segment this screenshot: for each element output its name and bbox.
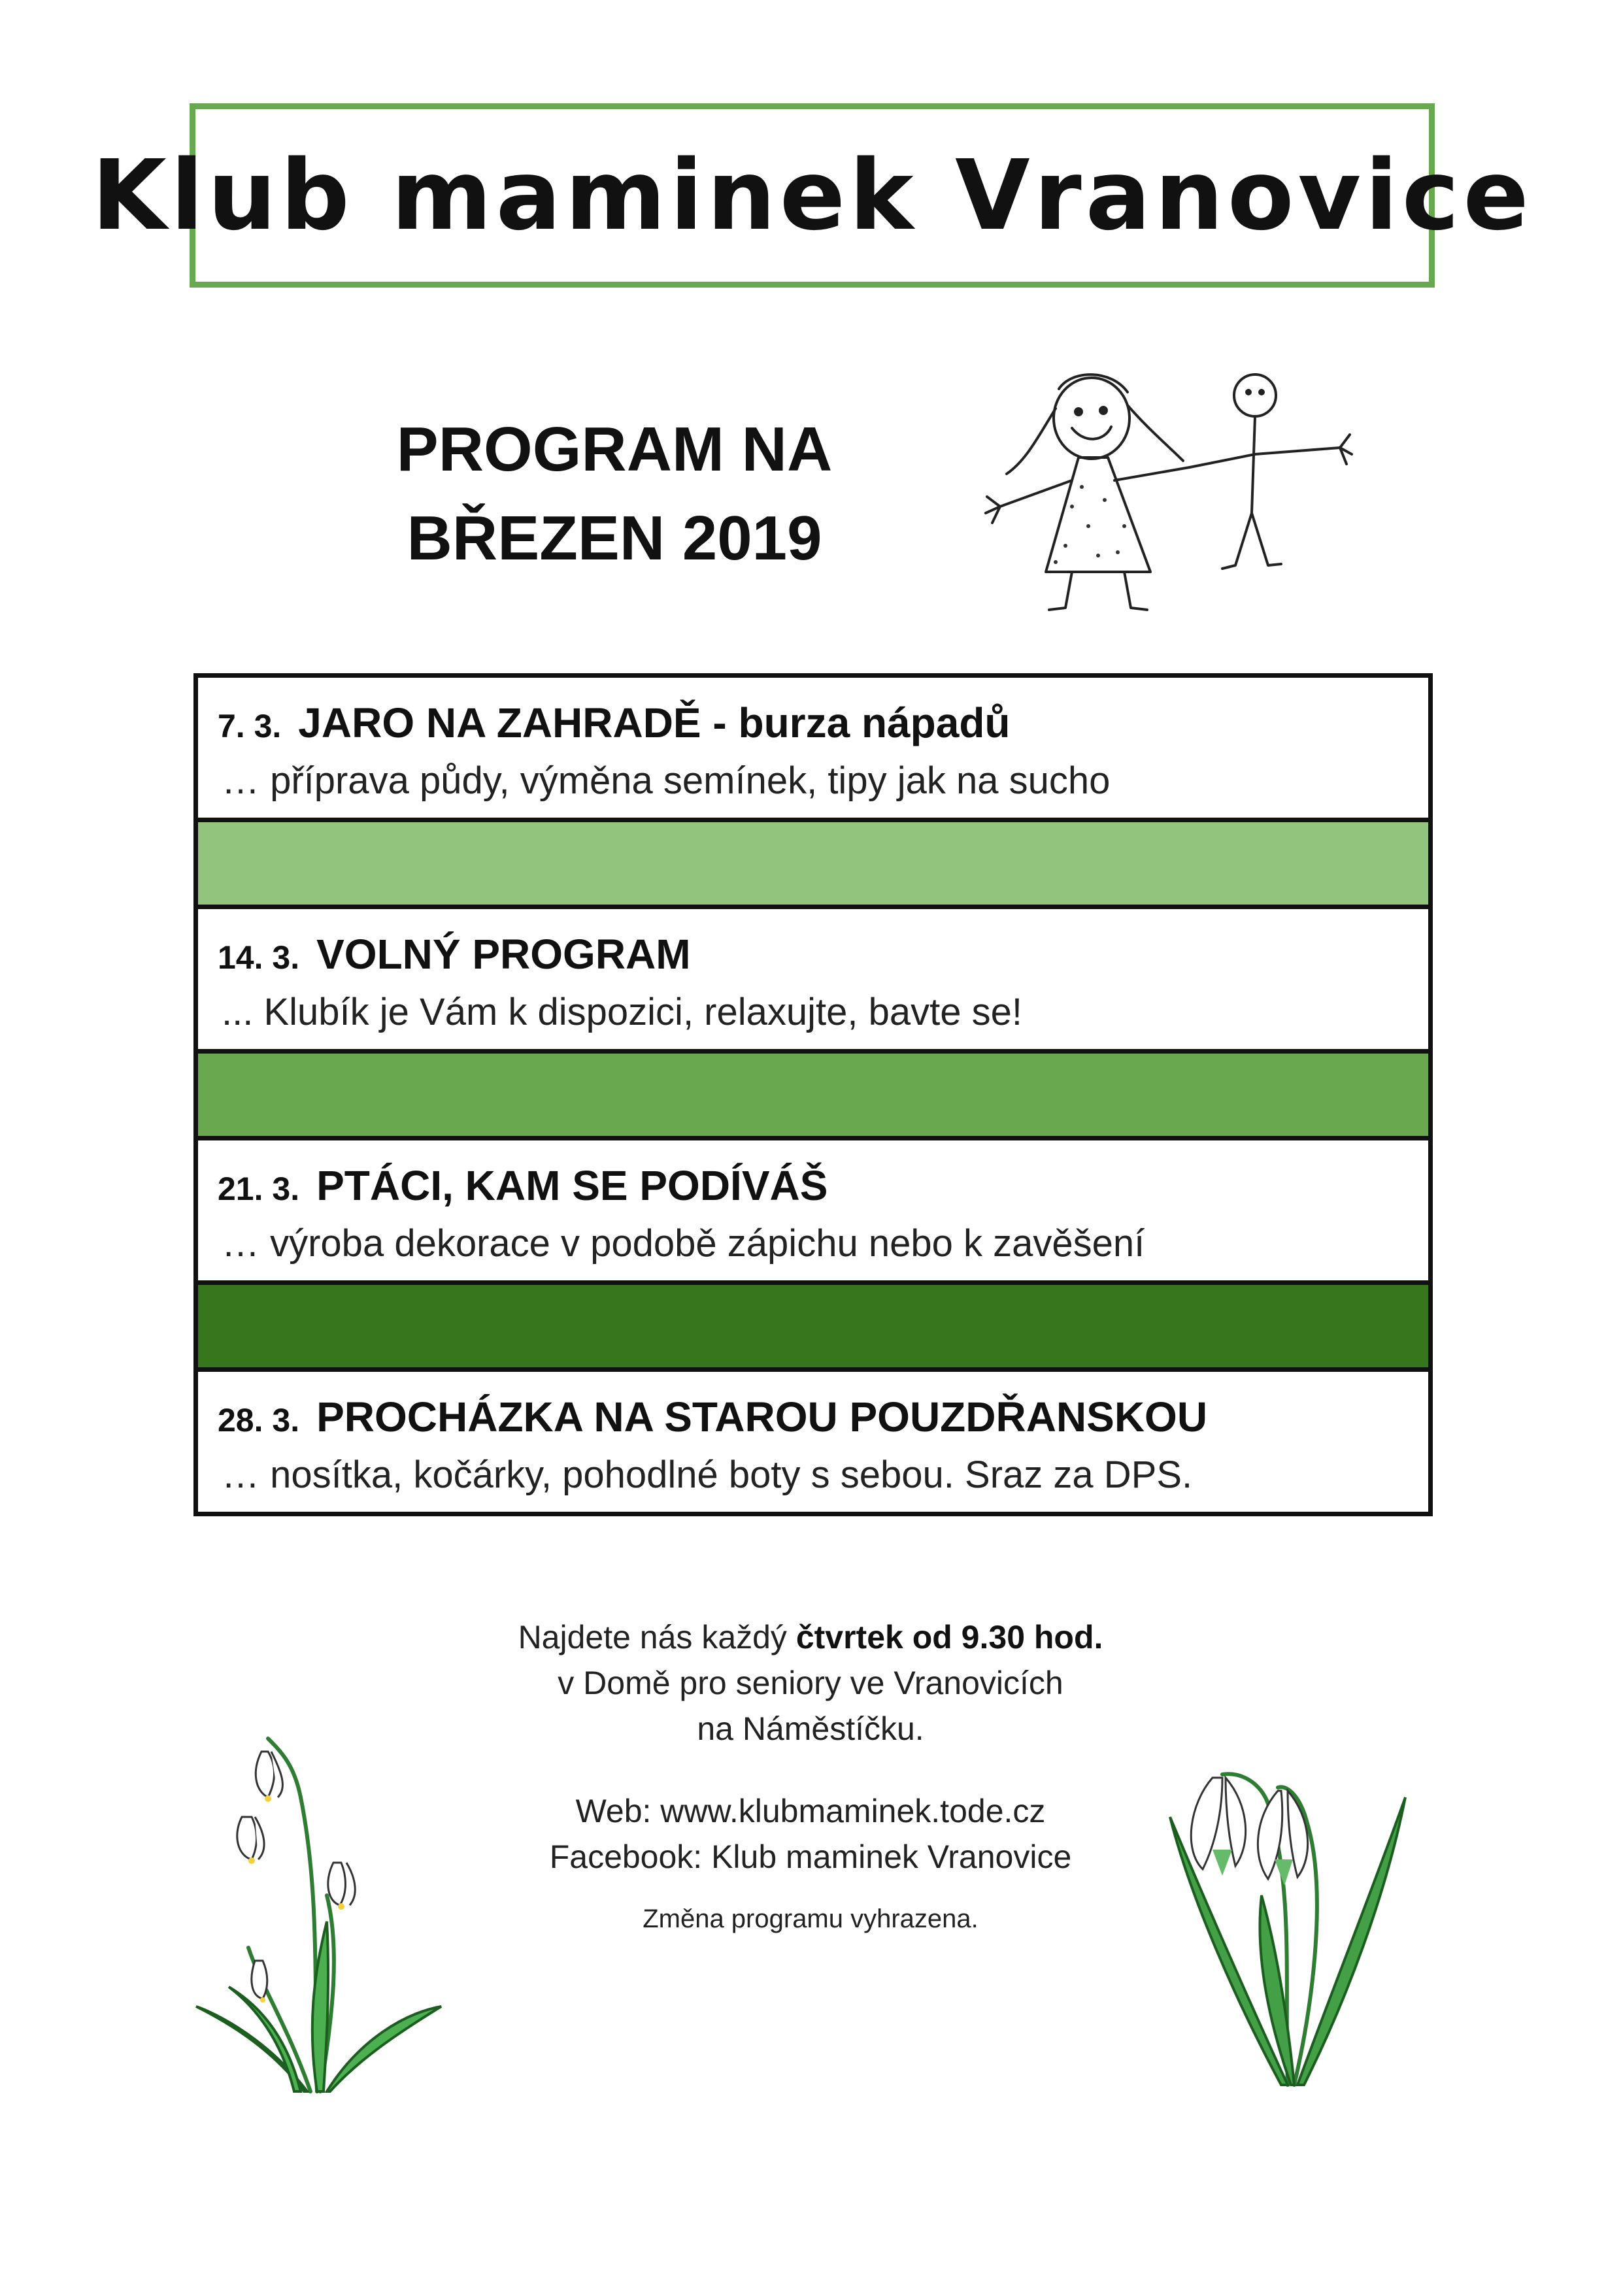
separator-band bbox=[193, 1280, 1433, 1372]
event-date: 28. 3. bbox=[218, 1402, 300, 1439]
separator-band bbox=[193, 1049, 1433, 1140]
header-box bbox=[92, 103, 1533, 288]
kids-drawing-illustration bbox=[974, 356, 1353, 618]
club-title: Klub maminek Vranovice bbox=[92, 139, 1533, 252]
meeting-place-detail: na Náměstíčku. bbox=[697, 1710, 924, 1747]
schedule-table bbox=[193, 673, 1433, 1516]
meeting-time: Najdete nás každý čtvrtek od 9.30 hod. bbox=[518, 1619, 1103, 1655]
facebook-link: Facebook: Klub maminek Vranovice bbox=[549, 1838, 1072, 1875]
event-description: ... Klubík je Vám k dispozici, relaxujte, bavte se! bbox=[222, 991, 1022, 1033]
event-description: … nosítka, kočárky, pohodlné boty s sebou. Sraz za DPS. bbox=[222, 1454, 1193, 1496]
event-title: VOLNÝ PROGRAM bbox=[316, 931, 691, 978]
meeting-time-highlight: čtvrtek od 9.30 hod. bbox=[795, 1619, 1103, 1655]
snowdrop-flower-illustration bbox=[1163, 1725, 1412, 2091]
event-row bbox=[193, 673, 1433, 822]
web-link: Web: www.klubmaminek.tode.cz bbox=[575, 1793, 1046, 1829]
event-title: PTÁCI, KAM SE PODÍVÁŠ bbox=[316, 1162, 828, 1209]
meeting-place: v Domě pro seniory ve Vranovicích bbox=[558, 1665, 1063, 1701]
event-date: 21. 3. bbox=[218, 1171, 300, 1207]
program-title-line1: PROGRAM NA bbox=[396, 414, 833, 484]
separator-band bbox=[193, 818, 1433, 909]
program-title-line2: BŘEZEN 2019 bbox=[407, 503, 822, 573]
event-description: … příprava půdy, výměna semínek, tipy jak na sucho bbox=[222, 759, 1111, 802]
event-row bbox=[193, 905, 1433, 1054]
event-description: … výroba dekorace v podobě zápichu nebo k zavěšení bbox=[222, 1222, 1145, 1265]
change-notice: Změna programu vyhrazena. bbox=[643, 1905, 979, 1933]
event-title: JARO NA ZAHRADĚ - burza nápadů bbox=[298, 699, 1011, 746]
event-title: PROCHÁZKA NA STAROU POUZDŘANSKOU bbox=[316, 1393, 1208, 1440]
event-row bbox=[193, 1136, 1433, 1285]
event-date: 14. 3. bbox=[218, 939, 300, 976]
program-title bbox=[353, 405, 876, 583]
info-block bbox=[405, 1614, 1216, 1938]
event-row bbox=[193, 1367, 1433, 1516]
event-date: 7. 3. bbox=[218, 708, 282, 744]
